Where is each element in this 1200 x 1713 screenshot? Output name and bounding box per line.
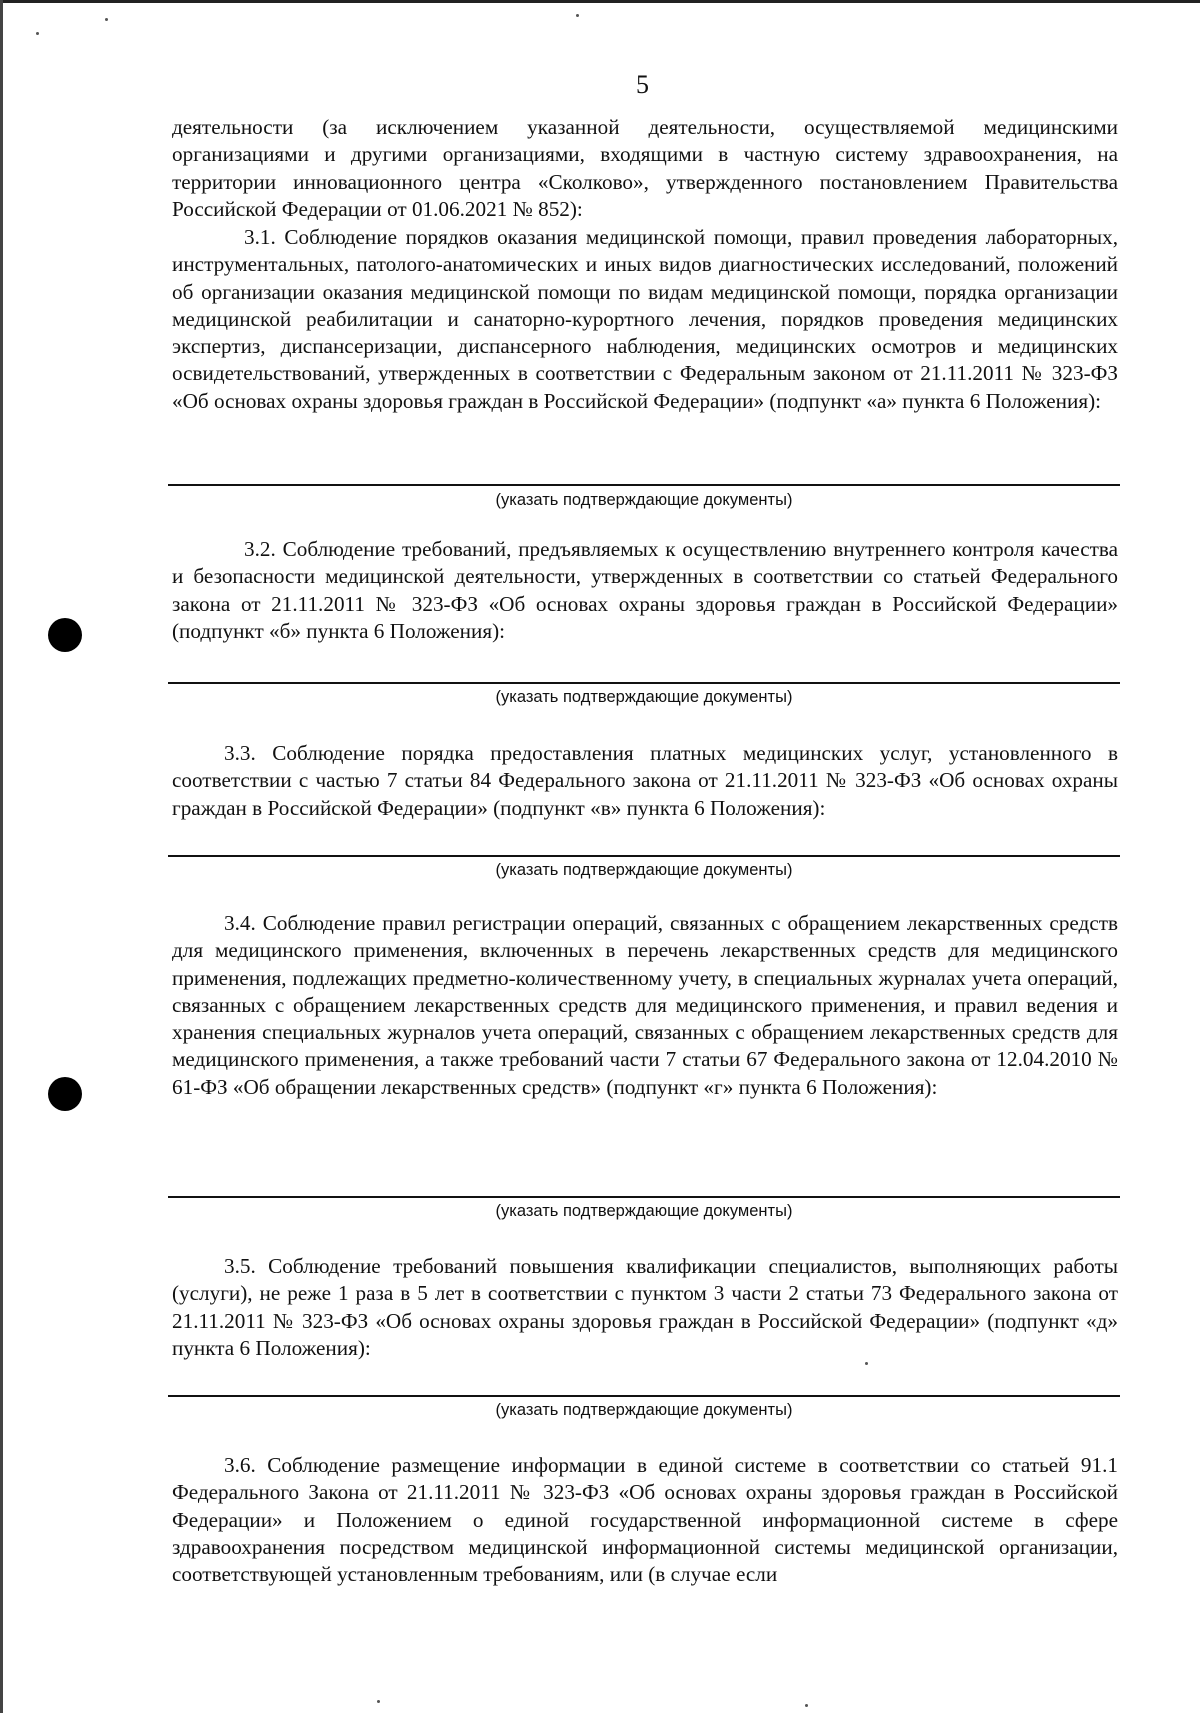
caption-3-5: (указать подтверждающие документы) [495, 1401, 793, 1419]
signature-line-3-2 [168, 682, 1120, 684]
caption-3-1: (указать подтверждающие документы) [495, 491, 793, 509]
scan-edge-top [0, 0, 1200, 3]
caption-3-3: (указать подтверждающие документы) [495, 861, 793, 879]
hole-punch-upper [48, 618, 82, 652]
signature-line-3-3 [168, 855, 1120, 857]
scan-speck [576, 14, 579, 17]
signature-line-3-4 [168, 1196, 1120, 1198]
signature-line-3-1 [168, 484, 1120, 486]
paragraph-3-2: 3.2. Соблюдение требований, предъявляемых к осуществлению внутреннего контроля качества и безопасности медицинской деятельности, утвержденных в соответствии со статьей Федерального закона от 21.11.2011 № 323-ФЗ «Об основах охраны здоровья граждан в Российской Федерации» (подпункт «б» пункта 6 Положения): [172, 537, 1118, 643]
paragraph-3-6: 3.6. Соблюдение размещение информации в единой системе в соответствии со статьей 91.1 Федерального Закона от 21.11.2011 № 323-ФЗ «Об основах охраны здоровья граждан в Российской Федерации» и Положением о единой государственной информационной системе в сфере здравоохранения посредством медицинской информационной системы медицинской организации, соответствующей установленным требованиям, или (в случае если [172, 1453, 1118, 1587]
paragraph-intro: деятельности (за исключением указанной деятельности, осуществляемой медицинскими организациями и другими организациями, входящими в частную систему здравоохранения, на территории инновационного центра «Сколково», утвержденного постановлением Правительства Российской Федерации от 01.06.2021 № 852): [172, 115, 1118, 221]
scan-speck [36, 32, 39, 35]
caption-3-4: (указать подтверждающие документы) [495, 1202, 793, 1220]
paragraph-3-1: 3.1. Соблюдение порядков оказания медицинской помощи, правил проведения лабораторных, инструментальных, патолого-анатомических и иных видов диагностических исследований, положений об организации оказания медицинской помощи по видам медицинской помощи, порядка организации медицинской реабилитации и санаторно-курортного лечения, порядков проведения медицинских экспертиз, диспансеризации, диспансерного наблюдения, медицинских осмотров и медицинских освидетельствований, утвержденных в соответствии с Федеральным законом от 21.11.2011 № 323-ФЗ «Об основах охраны здоровья граждан в Российской Федерации» (подпункт «а» пункта 6 Положения): [172, 225, 1118, 413]
scan-speck [805, 1704, 808, 1707]
scan-speck [105, 18, 108, 21]
paragraph-3-4: 3.4. Соблюдение правил регистрации операций, связанных с обращением лекарственных средств для медицинского применения, включенных в перечень лекарственных средств для медицинского применения, подлежащих предметно-количественному учету, в специальных журналах учета операций, связанных с обращением лекарственных средств для медицинского применения, и правил ведения и хранения специальных журналов учета операций, связанных с обращением лекарственных средств для медицинского применения, а также требований части 7 статьи 67 Федерального закона от 12.04.2010 № 61-ФЗ «Об обращении лекарственных средств» (подпункт «г» пункта 6 Положения): [172, 911, 1118, 1099]
scan-edge-left [0, 0, 3, 1713]
page-number: 5 [636, 70, 649, 99]
paragraph-3-5: 3.5. Соблюдение требований повышения квалификации специалистов, выполняющих работы (услуги), не реже 1 раза в 5 лет в соответствии с пунктом 3 части 2 статьи 73 Федерального закона от 21.11.2011 № 323-ФЗ «Об основах охраны здоровья граждан в Российской Федерации» (подпункт «д» пункта 6 Положения): [172, 1254, 1118, 1360]
signature-line-3-5 [168, 1395, 1120, 1397]
scan-speck [865, 1362, 868, 1365]
scan-speck [377, 1700, 380, 1703]
caption-3-2: (указать подтверждающие документы) [495, 688, 793, 706]
paragraph-3-3: 3.3. Соблюдение порядка предоставления платных медицинских услуг, установленного в соответствии с частью 7 статьи 84 Федерального закона от 21.11.2011 № 323-ФЗ «Об основах охраны граждан в Российской Федерации» (подпункт «в» пункта 6 Положения): [172, 741, 1118, 820]
hole-punch-lower [48, 1077, 82, 1111]
